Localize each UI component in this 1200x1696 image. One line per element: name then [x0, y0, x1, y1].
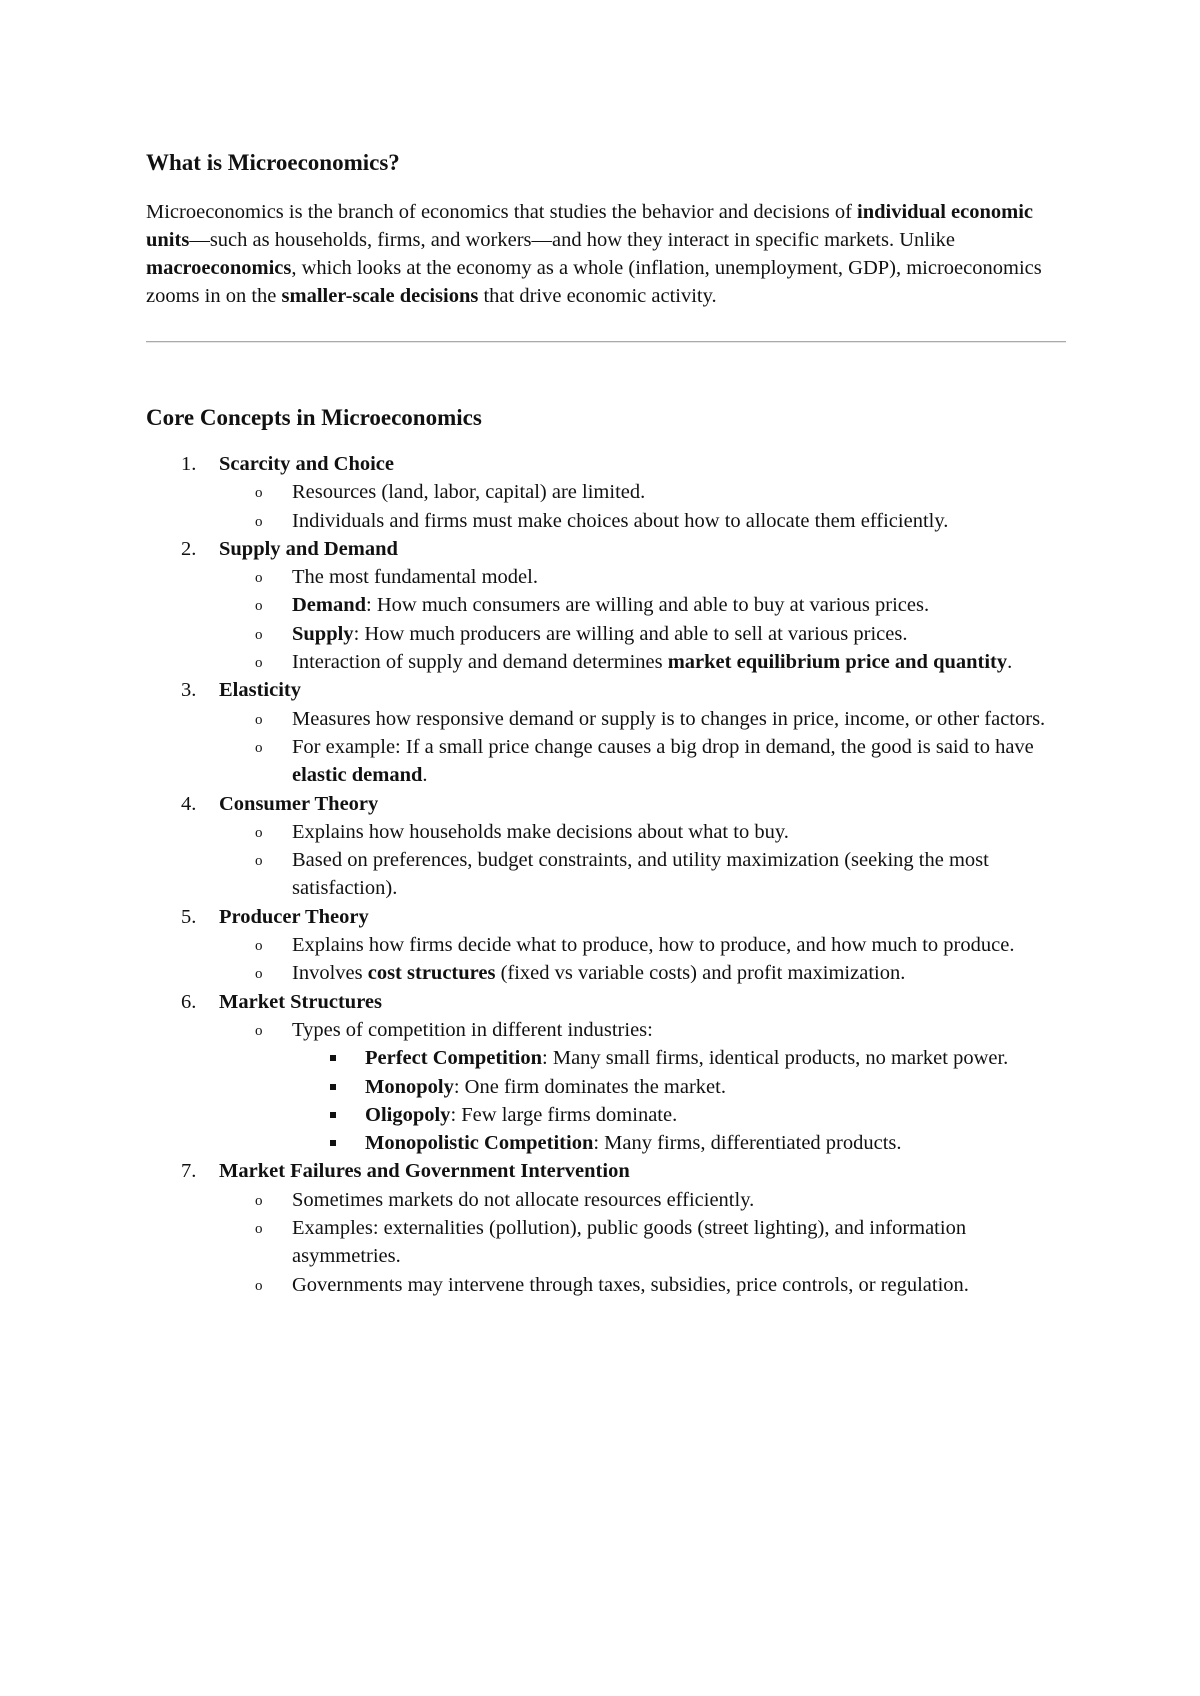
- circle-bullet-icon: o: [255, 598, 263, 615]
- point-text: Interaction of supply and demand determines: [292, 651, 668, 674]
- concept-point: [219, 478, 1066, 506]
- concept-item: [146, 988, 1066, 1158]
- circle-bullet-icon: o: [255, 711, 263, 728]
- concept-point: [219, 563, 1066, 591]
- point-text: Involves: [292, 962, 368, 985]
- concept-number: 1.: [181, 453, 197, 475]
- concept-title: Market Failures and Government Intervention: [219, 1160, 630, 1183]
- concept-point: [219, 507, 1066, 535]
- concept-title: Market Structures: [219, 990, 383, 1013]
- point-text: : How much consumers are willing and able to buy at various prices.: [366, 594, 930, 617]
- point-text-tail: .: [1007, 651, 1013, 674]
- concept-sublist: [219, 563, 1066, 676]
- market-structure-desc: : Many firms, differentiated products.: [593, 1132, 902, 1155]
- concept-point: [219, 959, 1066, 987]
- intro-bold-1: individual economic units: [146, 201, 1034, 251]
- document-content: [146, 146, 1066, 1299]
- circle-bullet-icon: o: [255, 824, 263, 841]
- concept-title: Consumer Theory: [219, 792, 379, 815]
- concept-sublist: [219, 705, 1066, 790]
- intro-heading: What is Microeconomics?: [146, 150, 400, 175]
- concept-number: 6.: [181, 990, 197, 1013]
- point-text: Sometimes markets do not allocate resources efficiently.: [292, 1188, 755, 1211]
- circle-bullet-icon: o: [255, 626, 263, 643]
- circle-bullet-icon: o: [255, 739, 263, 756]
- concept-title: Elasticity: [219, 679, 301, 702]
- point-text: Based on preferences, budget constraints, and utility maximization (seeking the most satisfaction).: [292, 849, 989, 900]
- market-structure-types-list: [292, 1044, 1066, 1157]
- point-text: Governments may intervene through taxes, subsidies, price controls, or regulation.: [292, 1273, 969, 1296]
- circle-bullet-icon: o: [255, 966, 263, 983]
- market-structure-name: Monopolistic Competition: [365, 1132, 594, 1155]
- square-bullet-icon: [330, 1055, 336, 1061]
- concept-sublist: [219, 1186, 1066, 1299]
- point-text: Resources (land, labor, capital) are limited.: [292, 481, 646, 504]
- concept-item: [146, 450, 1066, 535]
- concept-item: [146, 790, 1066, 903]
- point-text: Explains how firms decide what to produce, how to produce, and how much to produce.: [292, 934, 1015, 957]
- core-concepts-list: [146, 450, 1066, 1299]
- concept-point: [219, 818, 1066, 846]
- point-text: Examples: externalities (pollution), public goods (street lighting), and information asymmetries.: [292, 1217, 967, 1268]
- concept-point: [219, 1186, 1066, 1214]
- point-text: Measures how responsive demand or supply is to changes in price, income, or other factors.: [292, 707, 1046, 730]
- circle-bullet-icon: o: [255, 513, 263, 530]
- concept-point: [219, 1214, 1066, 1271]
- concept-item: [146, 535, 1066, 676]
- point-text: : How much producers are willing and able to sell at various prices.: [353, 622, 908, 645]
- square-bullet-icon: [330, 1084, 336, 1090]
- concept-point: [219, 1271, 1066, 1299]
- market-structure-item: [292, 1044, 1066, 1072]
- concept-number: 5.: [181, 905, 197, 928]
- concept-sublist: [219, 818, 1066, 903]
- market-structure-desc: : Many small firms, identical products, no market power.: [542, 1047, 1009, 1070]
- intro-bold-2: macroeconomics: [146, 257, 292, 279]
- circle-bullet-icon: o: [255, 1022, 263, 1039]
- concept-number: 7.: [181, 1160, 197, 1183]
- circle-bullet-icon: o: [255, 570, 263, 587]
- concept-number: 3.: [181, 679, 197, 702]
- point-text-tail: (fixed vs variable costs) and profit maximization.: [495, 962, 906, 985]
- horizontal-divider: [146, 341, 1066, 343]
- intro-text-2: —such as households, firms, and workers—and how they interact in specific markets. Unlike: [189, 229, 956, 251]
- concept-item: [146, 903, 1066, 988]
- circle-bullet-icon: o: [255, 1192, 263, 1209]
- point-text: Types of competition in different industries:: [292, 1018, 653, 1041]
- square-bullet-icon: [330, 1140, 336, 1146]
- intro-text-3: , which looks at the economy as a whole (inflation, unemployment, GDP), microeconomics zooms in on the: [146, 257, 1042, 307]
- circle-bullet-icon: o: [255, 853, 263, 870]
- concept-point: [219, 1016, 1066, 1157]
- circle-bullet-icon: o: [255, 938, 263, 955]
- point-bold-term: elastic demand: [292, 764, 423, 787]
- point-bold-term: market equilibrium price and quantity: [667, 651, 1008, 674]
- concept-title: Supply and Demand: [219, 537, 398, 560]
- circle-bullet-icon: o: [255, 485, 263, 502]
- point-text: For example: If a small price change causes a big drop in demand, the good is said to have: [292, 735, 1034, 758]
- square-bullet-icon: [330, 1112, 336, 1118]
- market-structure-desc: : Few large firms dominate.: [450, 1103, 678, 1126]
- concept-point: [219, 705, 1066, 733]
- concept-sublist: [219, 931, 1066, 988]
- concept-point: [219, 733, 1066, 790]
- point-text: Individuals and firms must make choices about how to allocate them efficiently.: [292, 509, 949, 532]
- concept-number: 2.: [181, 537, 197, 560]
- concept-point: [219, 648, 1066, 676]
- concept-point: [219, 591, 1066, 619]
- core-concepts-heading: Core Concepts in Microeconomics: [146, 405, 482, 430]
- market-structure-item: [292, 1101, 1066, 1129]
- intro-text-4: that drive economic activity.: [478, 285, 717, 307]
- point-bold-term: cost structures: [367, 962, 496, 985]
- concept-sublist: [219, 478, 1066, 535]
- market-structure-name: Monopoly: [365, 1075, 454, 1098]
- point-text: Explains how households make decisions about what to buy.: [292, 820, 789, 843]
- point-bold-term: Demand: [292, 594, 367, 617]
- intro-bold-3: smaller-scale decisions: [281, 285, 479, 307]
- market-structure-item: [292, 1129, 1066, 1157]
- concept-number: 4.: [181, 792, 197, 815]
- circle-bullet-icon: o: [255, 1277, 263, 1294]
- concept-point: [219, 846, 1066, 903]
- concept-item: [146, 1157, 1066, 1298]
- market-structure-name: Oligopoly: [365, 1103, 451, 1126]
- concept-title: Scarcity and Choice: [219, 453, 395, 475]
- circle-bullet-icon: o: [255, 655, 263, 672]
- concept-sublist: [219, 1016, 1066, 1157]
- point-bold-term: Supply: [292, 622, 354, 645]
- market-structure-desc: : One firm dominates the market.: [453, 1075, 726, 1098]
- market-structure-name: Perfect Competition: [365, 1047, 543, 1070]
- concept-item: [146, 676, 1066, 789]
- concept-point: [219, 620, 1066, 648]
- concept-point: [219, 931, 1066, 959]
- intro-text-1: Microeconomics is the branch of economics that studies the behavior and decisions of: [146, 201, 858, 223]
- point-text-tail: .: [422, 764, 428, 787]
- circle-bullet-icon: o: [255, 1221, 263, 1238]
- market-structure-item: [292, 1073, 1066, 1101]
- intro-paragraph: [146, 198, 1066, 310]
- point-text: The most fundamental model.: [292, 566, 538, 589]
- concept-title: Producer Theory: [219, 905, 369, 928]
